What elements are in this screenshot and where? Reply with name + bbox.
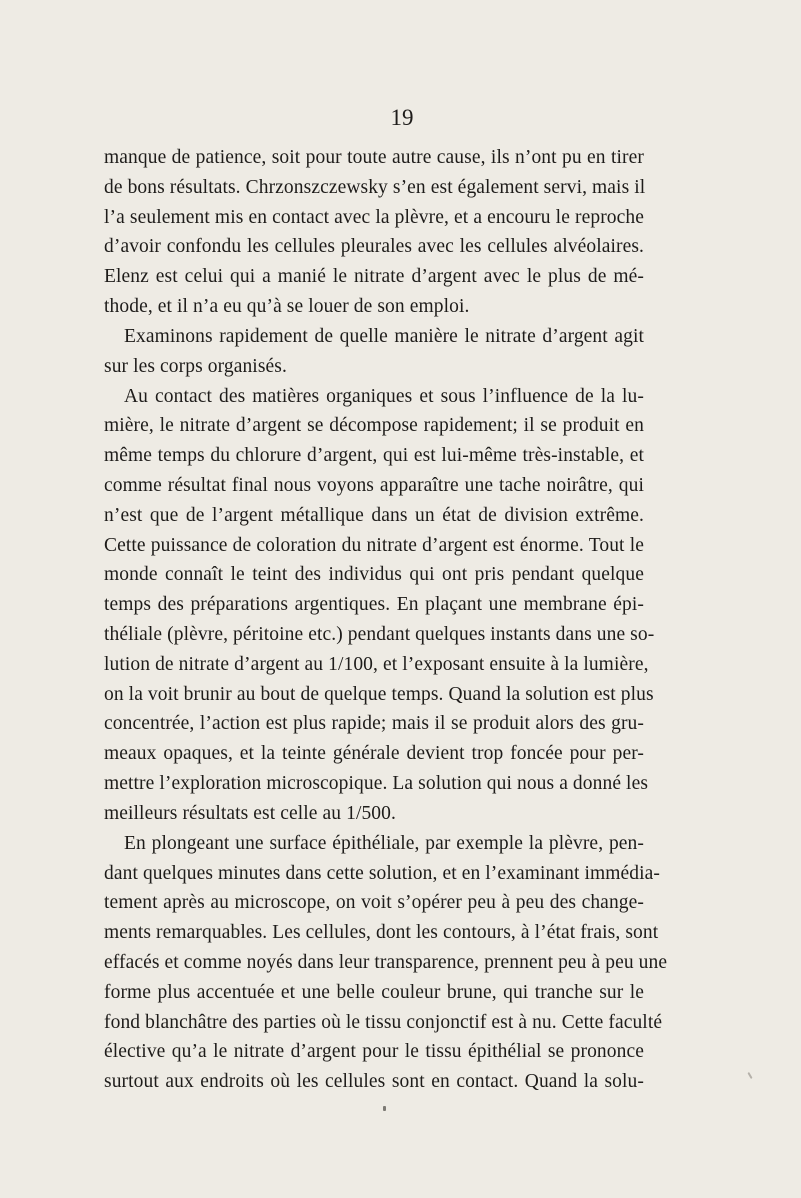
text-line: Cette puissance de coloration du nitrate d’argent est énorme. Tout le	[104, 534, 644, 556]
text-line: de bons résultats. Chrzonszczewsky s’en est également servi, mais il	[104, 176, 646, 198]
text-line: sur les corps organisés.	[104, 355, 287, 377]
text-line: ments remarquables. Les cellules, dont les contours, à l’état frais, sont	[104, 922, 659, 944]
text-line: Elenz est celui qui a manié le nitrate d’argent avec le plus de mé-	[104, 266, 644, 288]
text-line: forme plus accentuée et une belle couleur brune, qui tranche sur le	[104, 981, 644, 1003]
text-line: fond blanchâtre des parties où le tissu conjonctif est à nu. Cette faculté	[104, 1011, 663, 1033]
text-line: temps des préparations argentiques. En plaçant une membrane épi-	[104, 594, 644, 616]
text-line: n’est que de l’argent métallique dans un état de division extrême.	[104, 504, 644, 526]
text-line: meaux opaques, et la teinte générale devient trop foncée pour per-	[104, 743, 644, 765]
text-line: monde connaît le teint des individus qui ont pris pendant quelque	[104, 564, 644, 586]
text-line: tement après au microscope, on voit s’opérer peu à peu des change-	[104, 892, 644, 914]
text-line: Examinons rapidement de quelle manière le nitrate d’argent agit	[124, 325, 644, 347]
text-line: Au contact des matières organiques et sous l’influence de la lu-	[124, 385, 644, 407]
text-line: surtout aux endroits où les cellules sont en contact. Quand la solu-	[104, 1071, 644, 1093]
text-line: élective qu’a le nitrate d’argent pour le tissu épithélial se prononce	[104, 1041, 644, 1063]
text-line: comme résultat final nous voyons apparaître une tache noirâtre, qui	[104, 474, 644, 496]
text-line: d’avoir confondu les cellules pleurales avec les cellules alvéolaires.	[104, 236, 644, 258]
text-line: théliale (plèvre, péritoine etc.) pendant quelques instants dans une so-	[104, 624, 655, 645]
text-line: lution de nitrate d’argent au 1/100, et l’exposant ensuite à la lumière,	[104, 653, 649, 675]
text-line: dant quelques minutes dans cette solution, et en l’examinant immédia-	[104, 862, 661, 884]
paper-speck	[747, 1072, 752, 1079]
page-number: 19	[390, 105, 414, 130]
text-line: on la voit brunir au bout de quelque temps. Quand la solution est plus	[104, 683, 654, 705]
body-text	[104, 143, 668, 1097]
text-line: concentrée, l’action est plus rapide; mais il se produit alors des gru-	[104, 713, 644, 735]
text-line: effacés et comme noyés dans leur transparence, prennent peu à peu une	[104, 951, 668, 973]
paper-speck	[383, 1106, 386, 1111]
text-line: mière, le nitrate d’argent se décompose rapidement; il se produit en	[104, 415, 644, 437]
text-line: thode, et il n’a eu qu’à se louer de son emploi.	[104, 296, 470, 318]
text-line: En plongeant une surface épithéliale, par exemple la plèvre, pen-	[124, 832, 644, 854]
text-line: l’a seulement mis en contact avec la plèvre, et a encouru le reproche	[104, 206, 644, 228]
text-line: même temps du chlorure d’argent, qui est lui-même très-instable, et	[104, 445, 644, 467]
text-line: meilleurs résultats est celle au 1/500.	[104, 802, 396, 824]
text-line: manque de patience, soit pour toute autre cause, ils n’ont pu en tirer	[104, 147, 644, 168]
text-line: mettre l’exploration microscopique. La solution qui nous a donné les	[104, 773, 649, 795]
